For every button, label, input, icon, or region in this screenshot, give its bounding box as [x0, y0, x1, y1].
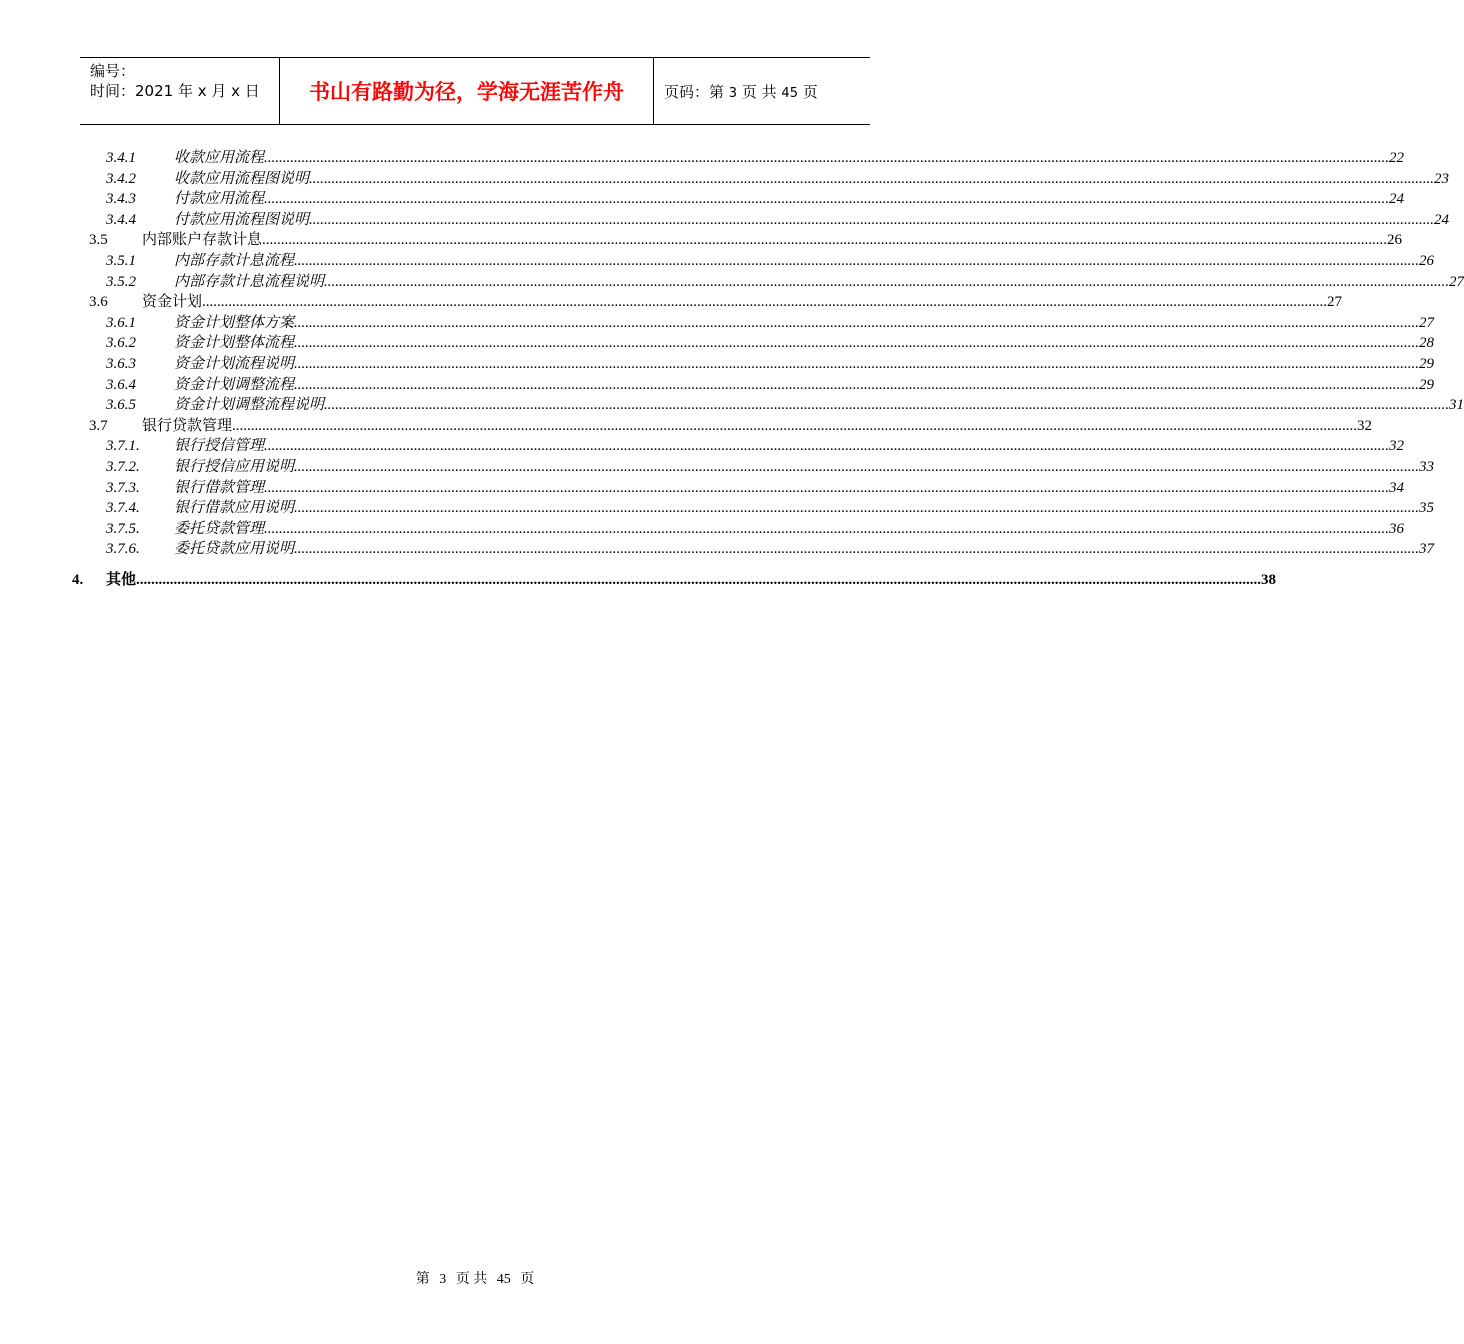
toc-entry-page: 33: [1419, 459, 1435, 475]
toc-leader-dots: ............................................................................................................................................................................................................................................................................................................: [294, 459, 1420, 475]
header-motto: [280, 58, 654, 124]
toc-entry[interactable]: [0, 189, 1405, 209]
toc-entry[interactable]: [0, 539, 1435, 559]
toc-entry-title-line: [142, 292, 1343, 312]
toc-entry[interactable]: [0, 570, 1277, 590]
toc-entry-title-line: [174, 519, 1405, 539]
toc-entry[interactable]: [0, 354, 1435, 374]
header-page-suffix: 页: [802, 82, 818, 101]
header-page-info: [654, 58, 870, 124]
header-meta: [80, 58, 280, 124]
toc-entry[interactable]: [0, 436, 1405, 456]
toc-entry-page: 28: [1419, 335, 1435, 352]
toc-leader-dots: ............................................................................................................................................................................................................................................................................................................: [324, 397, 1450, 414]
toc-entry-title: 付款应用流程图说明: [174, 211, 310, 228]
toc-entry-title: 付款应用流程: [174, 191, 265, 208]
toc-entry-page: 31: [1449, 397, 1464, 414]
toc-entry-title: 资金计划: [142, 294, 203, 311]
toc-entry[interactable]: [0, 478, 1405, 498]
toc-entry-title: 资金计划调整流程说明: [174, 397, 325, 414]
toc-entry[interactable]: [0, 498, 1435, 518]
toc-entry-title: 内部存款计息流程: [174, 253, 295, 269]
toc-entry-title-line: [174, 148, 1405, 168]
footer-current-page: 3: [439, 1272, 447, 1287]
toc-leader-dots: ............................................................................................................................................................................................................................................................................................................: [262, 232, 1388, 249]
toc-entry-number: 4.: [72, 572, 84, 588]
toc-entry-title: 资金计划流程说明: [174, 356, 295, 372]
toc-leader-dots: ............................................................................................................................................................................................................................................................................................................: [324, 273, 1450, 290]
toc-entry-page: 23: [1434, 170, 1450, 187]
toc-leader-dots: ............................................................................................................................................................................................................................................................................................................: [294, 376, 1420, 393]
toc-entry-title: 内部账户存款计息: [142, 232, 263, 249]
toc-entry-title: 资金计划整体流程: [174, 335, 295, 352]
toc-entry-number: 3.4.2: [106, 170, 136, 187]
toc-entry[interactable]: [0, 169, 1450, 189]
toc-entry-page: 32: [1357, 417, 1373, 434]
toc-entry[interactable]: [0, 292, 1343, 312]
toc-entry-title-line: [174, 169, 1450, 189]
toc-entry[interactable]: [0, 375, 1435, 395]
toc-entry-title: 银行贷款管理: [142, 417, 233, 434]
toc-entry-title-line: [174, 272, 1464, 292]
toc-entry-number: 3.6.1: [106, 314, 136, 331]
toc-entry-title-line: [174, 457, 1435, 477]
toc-entry-title-line: [142, 416, 1373, 436]
toc-entry-title-line: [142, 230, 1403, 250]
toc-entry-title: 委托贷款应用说明: [174, 541, 295, 558]
toc-entry-page: 29: [1419, 356, 1435, 372]
toc-leader-dots: ............................................................................................................................................................................................................................................................................................................: [294, 500, 1420, 517]
toc-entry-title: 内部存款计息流程说明: [174, 273, 325, 290]
toc-entry-title-line: [174, 395, 1464, 415]
toc-entry-page: 34: [1389, 479, 1405, 496]
toc-entry-title-line: [174, 375, 1435, 395]
toc-leader-dots: ............................................................................................................................................................................................................................................................................................................: [294, 253, 1420, 269]
header-page-current: 3: [728, 85, 738, 101]
toc-entry-title-line: [174, 189, 1405, 209]
toc-entry[interactable]: [0, 519, 1405, 539]
toc-leader-dots: ............................................................................................................................................................................................................................................................................................................: [264, 520, 1390, 537]
toc-entry[interactable]: [0, 272, 1464, 292]
toc-entry-number: 3.7.4.: [106, 500, 140, 517]
toc-entry-number: 3.5: [89, 232, 108, 249]
header-page-total: 45: [781, 85, 798, 101]
toc-entry-number: 3.5.2: [106, 273, 136, 290]
footer-mid: 页 共: [455, 1272, 488, 1287]
toc-entry-title-line: [174, 498, 1435, 518]
toc-entry-number: 3.4.1: [106, 150, 136, 166]
toc-entry-page: 38: [1261, 572, 1277, 588]
toc-leader-dots: ............................................................................................................................................................................................................................................................................................................: [136, 572, 1262, 588]
toc-leader-dots: ............................................................................................................................................................................................................................................................................................................: [264, 191, 1390, 208]
toc-entry-title: 银行借款管理: [174, 479, 265, 496]
toc-entry-title-line: [174, 354, 1435, 374]
toc-entry-title: 资金计划调整流程: [174, 376, 295, 393]
toc-leader-dots: ............................................................................................................................................................................................................................................................................................................: [202, 294, 1328, 311]
toc-entry-page: 27: [1419, 314, 1435, 331]
toc-entry[interactable]: [0, 313, 1435, 333]
header-page-prefix: 页码：第: [664, 82, 725, 101]
toc-entry-number: 3.6.3: [106, 356, 136, 372]
footer-prefix: 第: [415, 1272, 430, 1287]
toc-entry-title-line: [174, 210, 1450, 230]
document-number-label: 编号：: [90, 62, 136, 80]
toc-entry[interactable]: [0, 148, 1405, 168]
page-header: [80, 57, 870, 125]
toc-entry-title-line: [174, 539, 1435, 559]
toc-entry[interactable]: [0, 457, 1435, 477]
document-time: 时间：2021 年 x 月 x 日: [90, 82, 260, 100]
toc-entry-number: 3.7.5.: [106, 520, 140, 537]
toc-entry[interactable]: [0, 230, 1403, 250]
toc-entry-number: 3.6.4: [106, 376, 136, 393]
toc-leader-dots: ............................................................................................................................................................................................................................................................................................................: [264, 479, 1390, 496]
toc-entry-title: 银行授信应用说明: [174, 459, 295, 475]
toc-entry-title-line: [174, 251, 1435, 271]
toc-entry-number: 3.7.2.: [106, 459, 140, 475]
toc-entry-title-line: [174, 436, 1405, 456]
toc-leader-dots: ............................................................................................................................................................................................................................................................................................................: [264, 150, 1390, 166]
toc-entry-number: 3.4.4: [106, 211, 136, 228]
page-footer: [0, 1268, 950, 1288]
toc-entry-title: 其他: [106, 572, 137, 588]
toc-entry-page: 36: [1389, 520, 1405, 537]
footer-total-pages: 45: [496, 1272, 511, 1287]
toc-entry-page: 26: [1419, 253, 1435, 269]
toc-entry-page: 29: [1419, 376, 1435, 393]
toc-leader-dots: ............................................................................................................................................................................................................................................................................................................: [309, 211, 1435, 228]
toc-entry-title: 委托贷款管理: [174, 520, 265, 537]
toc-entry-number: 3.7.3.: [106, 479, 140, 496]
toc-entry-title-line: [174, 478, 1405, 498]
toc-entry[interactable]: [0, 210, 1450, 230]
toc-entry-number: 3.5.1: [106, 253, 136, 269]
footer-suffix: 页: [520, 1272, 535, 1287]
toc-entry[interactable]: [0, 251, 1435, 271]
toc-entry-page: 37: [1419, 541, 1435, 558]
header-page-number: [664, 81, 870, 102]
toc-entry-number: 3.7.6.: [106, 541, 140, 558]
header-page-mid: 页 共: [741, 82, 777, 101]
motto-text: 书山有路勤为径，学海无涯苦作舟: [309, 80, 624, 104]
toc-entry-title: 资金计划整体方案: [174, 314, 295, 331]
toc-entry-number: 3.6.2: [106, 335, 136, 352]
toc-entry-number: 3.4.3: [106, 191, 136, 208]
toc-entry-page: 35: [1419, 500, 1435, 517]
toc-entry-title-line: [174, 313, 1435, 333]
toc-leader-dots: ............................................................................................................................................................................................................................................................................................................: [294, 541, 1420, 558]
toc-entry[interactable]: [0, 395, 1464, 415]
toc-entry-page: 27: [1449, 273, 1464, 290]
toc-entry-number: 3.7.1.: [106, 438, 140, 455]
toc-leader-dots: ............................................................................................................................................................................................................................................................................................................: [309, 170, 1435, 187]
toc-entry-number: 3.7: [89, 417, 108, 434]
toc-entry-page: 27: [1327, 294, 1343, 311]
toc-entry[interactable]: [0, 416, 1373, 436]
toc-entry-number: 3.6.5: [106, 397, 136, 414]
toc-entry-page: 26: [1387, 232, 1403, 249]
toc-leader-dots: ............................................................................................................................................................................................................................................................................................................: [264, 438, 1390, 455]
toc-entry-title-line: [106, 570, 1277, 590]
toc-entry-page: 22: [1389, 150, 1405, 166]
toc-entry[interactable]: [0, 333, 1435, 353]
toc-entry-number: 3.6: [89, 294, 108, 311]
toc-leader-dots: ............................................................................................................................................................................................................................................................................................................: [294, 356, 1420, 372]
toc-entry-page: 24: [1434, 211, 1450, 228]
toc-entry-title: 银行授信管理: [174, 438, 265, 455]
toc-entry-title: 银行借款应用说明: [174, 500, 295, 517]
toc-leader-dots: ............................................................................................................................................................................................................................................................................................................: [294, 314, 1420, 331]
toc-entry-title: 收款应用流程: [174, 150, 265, 166]
toc-entry-page: 32: [1389, 438, 1405, 455]
toc-entry-title-line: [174, 333, 1435, 353]
toc-entry-title: 收款应用流程图说明: [174, 170, 310, 187]
toc-entry-page: 24: [1389, 191, 1405, 208]
toc-leader-dots: ............................................................................................................................................................................................................................................................................................................: [294, 335, 1420, 352]
toc-leader-dots: ............................................................................................................................................................................................................................................................................................................: [232, 417, 1358, 434]
